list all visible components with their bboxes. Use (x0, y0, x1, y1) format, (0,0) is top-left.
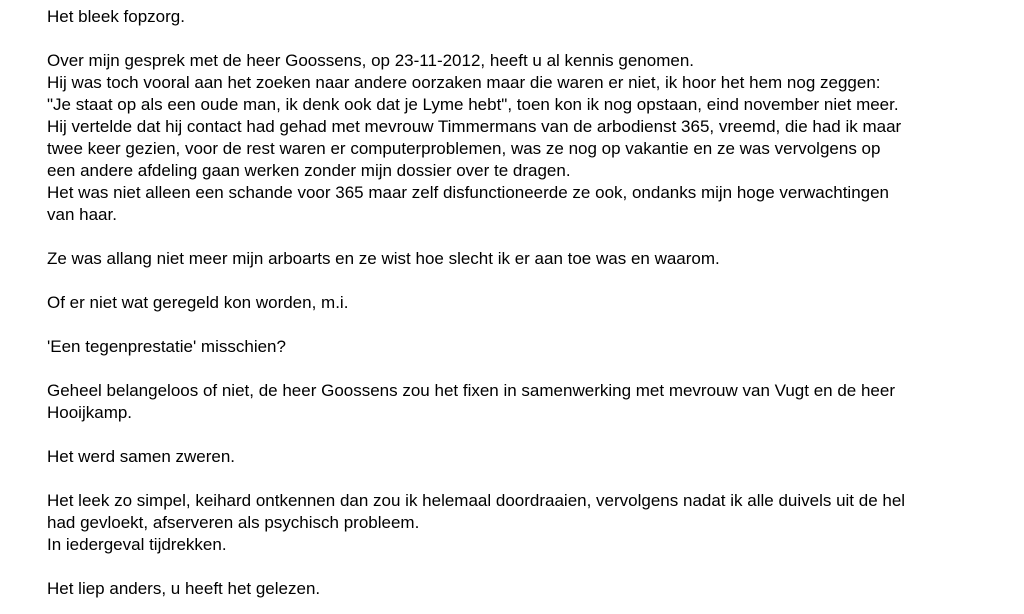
blank-line (47, 468, 1007, 490)
text-line: Hij vertelde dat hij contact had gehad met mevrouw Timmermans van de arbodienst 365, vreemd, die had ik maar (47, 117, 902, 136)
blank-line (47, 424, 1007, 446)
text-line: Over mijn gesprek met de heer Goossens, op 23-11-2012, heeft u al kennis genomen. (47, 51, 695, 70)
text-line: 'Een tegenprestatie' misschien? (47, 337, 286, 356)
text-line: een andere afdeling gaan werken zonder mijn dossier over te dragen. (47, 161, 571, 180)
text-line: Het werd samen zweren. (47, 447, 236, 466)
text-line: Het was niet alleen een schande voor 365 maar zelf disfunctioneerde ze ook, ondanks mijn hoge verwachtingen (47, 183, 890, 202)
text-line: twee keer gezien, voor de rest waren er computerproblemen, was ze nog op vakantie en ze was vervolgens op (47, 139, 881, 158)
text-line: Of er niet wat geregeld kon worden, m.i. (47, 293, 349, 312)
blank-line (47, 314, 1007, 336)
blank-line (47, 556, 1007, 578)
document-body (47, 6, 1007, 600)
blank-line (47, 28, 1007, 50)
text-line: had gevloekt, afserveren als psychisch probleem. (47, 513, 420, 532)
blank-line (47, 358, 1007, 380)
text-line: Ze was allang niet meer mijn arboarts en ze wist hoe slecht ik er aan toe was en waarom. (47, 249, 720, 268)
text-line: van haar. (47, 205, 117, 224)
text-line: Hooijkamp. (47, 403, 133, 422)
text-line: Hij was toch vooral aan het zoeken naar andere oorzaken maar die waren er niet, ik hoor het hem nog zeggen: (47, 73, 881, 92)
text-line: In iedergeval tijdrekken. (47, 535, 227, 554)
text-line: Het leek zo simpel, keihard ontkennen dan zou ik helemaal doordraaien, vervolgens nadat ik alle duivels uit de hel (47, 491, 906, 510)
text-line: Het bleek fopzorg. (47, 7, 185, 26)
text-line: Het liep anders, u heeft het gelezen. (47, 579, 321, 598)
blank-line (47, 270, 1007, 292)
text-line: Geheel belangeloos of niet, de heer Goossens zou het fixen in samenwerking met mevrouw van Vugt en de heer (47, 381, 895, 400)
text-line: "Je staat op als een oude man, ik denk ook dat je Lyme hebt", toen kon ik nog opstaan, eind november niet meer. (47, 95, 899, 114)
blank-line (47, 226, 1007, 248)
